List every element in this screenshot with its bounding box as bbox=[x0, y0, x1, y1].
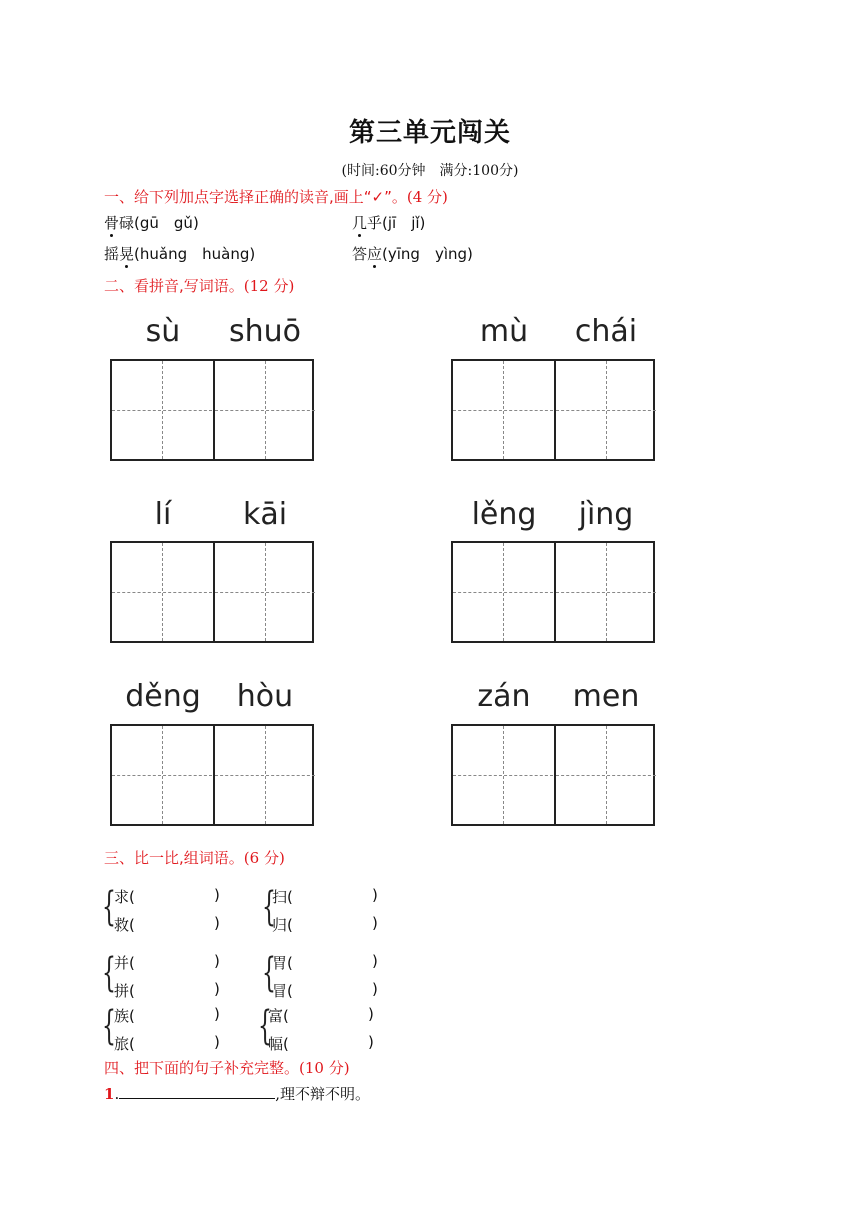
pinyin: lí bbox=[154, 497, 172, 532]
pinyin: hòu bbox=[236, 679, 294, 714]
word-pre: 摇 bbox=[104, 245, 120, 263]
answer-blank[interactable]: ) bbox=[214, 952, 220, 970]
writing-cell[interactable] bbox=[453, 361, 553, 459]
pinyin: men bbox=[572, 679, 640, 714]
dotted-char: 晃 bbox=[119, 245, 135, 263]
pinyin: lěng bbox=[471, 497, 537, 532]
brace-icon: { bbox=[102, 884, 116, 930]
section1-points: (4 分) bbox=[406, 188, 448, 206]
pair-char-top: 族( bbox=[114, 1007, 135, 1025]
compare-pair-6 bbox=[268, 1005, 378, 1055]
pair-char-top: 并( bbox=[114, 954, 135, 972]
writing-cell[interactable] bbox=[554, 361, 656, 459]
brace-icon: { bbox=[262, 884, 276, 930]
writing-cell[interactable] bbox=[453, 726, 553, 824]
section2-heading-text: 二、看拼音,写词语。 bbox=[104, 277, 244, 295]
pronunciation-item-1 bbox=[104, 212, 199, 233]
pair-char-bottom: 旅( bbox=[114, 1035, 135, 1053]
writing-cell[interactable] bbox=[112, 726, 212, 824]
pinyin-pair-5 bbox=[112, 679, 316, 719]
section1-heading bbox=[104, 186, 448, 207]
reading-options[interactable]: (gū gǔ) bbox=[134, 214, 199, 232]
answer-blank[interactable]: ) bbox=[372, 886, 378, 904]
section4-heading-text: 四、把下面的句子补充完整。 bbox=[104, 1059, 300, 1077]
compare-pair-4 bbox=[272, 952, 382, 1002]
writing-grid-4 bbox=[451, 541, 655, 643]
pinyin: děng bbox=[125, 679, 201, 714]
section3-heading-text: 三、比一比,组词语。 bbox=[104, 849, 244, 867]
dotted-char: 骨 bbox=[104, 214, 120, 232]
section1-heading-text: 一、给下列加点字选择正确的读音,画上“✓”。 bbox=[104, 188, 407, 206]
writing-cell[interactable] bbox=[453, 543, 553, 641]
pinyin: kāi bbox=[242, 497, 288, 532]
pinyin-pair-1 bbox=[112, 314, 316, 354]
section3-points: (6 分) bbox=[243, 849, 285, 867]
answer-blank[interactable]: ) bbox=[372, 914, 378, 932]
writing-cell[interactable] bbox=[213, 361, 315, 459]
pinyin: chái bbox=[574, 314, 638, 349]
brace-icon: { bbox=[102, 1003, 116, 1049]
section3-heading bbox=[104, 847, 285, 868]
writing-cell[interactable] bbox=[213, 543, 315, 641]
writing-grid-5 bbox=[110, 724, 314, 826]
pair-char-bottom: 救( bbox=[114, 916, 135, 934]
pinyin-pair-3 bbox=[112, 497, 316, 537]
writing-cell[interactable] bbox=[213, 726, 315, 824]
answer-blank[interactable]: ) bbox=[368, 1005, 374, 1023]
pinyin: jìng bbox=[578, 497, 634, 532]
pair-char-bottom: 幅( bbox=[268, 1035, 289, 1053]
answer-blank[interactable]: ) bbox=[214, 1005, 220, 1023]
section2-points: (12 分) bbox=[243, 277, 295, 295]
pair-char-bottom: 归( bbox=[272, 916, 293, 934]
pair-char-bottom: 冒( bbox=[272, 982, 293, 1000]
writing-cell[interactable] bbox=[112, 361, 212, 459]
writing-grid-2 bbox=[451, 359, 655, 461]
pinyin-pair-2 bbox=[453, 314, 657, 354]
answer-blank[interactable]: ) bbox=[214, 886, 220, 904]
page-title: 第三单元闯关 bbox=[348, 118, 511, 148]
brace-icon: { bbox=[262, 950, 276, 996]
writing-grid-3 bbox=[110, 541, 314, 643]
writing-grid-1 bbox=[110, 359, 314, 461]
question-1: 1. ,理不辩不明。 bbox=[104, 1085, 370, 1103]
section2-heading bbox=[104, 275, 294, 296]
writing-cell[interactable] bbox=[554, 543, 656, 641]
question-number: 1 bbox=[104, 1085, 115, 1103]
compare-pair-5 bbox=[114, 1005, 224, 1055]
answer-blank[interactable]: ) bbox=[214, 1033, 220, 1051]
pinyin: zán bbox=[477, 679, 531, 714]
writing-cell[interactable] bbox=[554, 726, 656, 824]
pinyin: mù bbox=[479, 314, 529, 349]
writing-grid-6 bbox=[451, 724, 655, 826]
pronunciation-item-4 bbox=[352, 243, 473, 264]
answer-blank[interactable]: ) bbox=[372, 952, 378, 970]
answer-blank[interactable]: ) bbox=[368, 1033, 374, 1051]
pinyin-pair-6 bbox=[453, 679, 657, 719]
writing-cell[interactable] bbox=[112, 543, 212, 641]
pinyin: shuō bbox=[228, 314, 301, 349]
word-rest: 乎 bbox=[367, 214, 383, 232]
answer-blank[interactable]: ) bbox=[372, 980, 378, 998]
pair-char-top: 胃( bbox=[272, 954, 293, 972]
compare-pair-2 bbox=[272, 886, 382, 936]
pronunciation-item-3 bbox=[104, 243, 255, 264]
pair-char-top: 富( bbox=[268, 1007, 289, 1025]
answer-blank[interactable]: ) bbox=[214, 980, 220, 998]
section4-heading bbox=[104, 1057, 350, 1078]
pair-char-top: 求( bbox=[114, 888, 135, 906]
fill-in-blank[interactable] bbox=[119, 1084, 275, 1099]
reading-options[interactable]: (yīng yìng) bbox=[382, 245, 473, 263]
answer-blank[interactable]: ) bbox=[214, 914, 220, 932]
reading-options[interactable]: (huǎng huàng) bbox=[134, 245, 256, 263]
word-pre: 答 bbox=[352, 245, 368, 263]
section4-points: (10 分) bbox=[299, 1059, 350, 1077]
pronunciation-item-2 bbox=[352, 212, 425, 233]
pinyin: sù bbox=[145, 314, 181, 349]
pair-char-top: 扫( bbox=[272, 888, 293, 906]
dotted-char: 应 bbox=[367, 245, 383, 263]
exam-info: (时间:60分钟 满分:100分) bbox=[341, 163, 519, 179]
word-rest: 碌 bbox=[119, 214, 135, 232]
pair-char-bottom: 拼( bbox=[114, 982, 135, 1000]
question-text: ,理不辩不明。 bbox=[275, 1085, 370, 1103]
compare-pair-3 bbox=[114, 952, 224, 1002]
dotted-char: 几 bbox=[352, 214, 368, 232]
brace-icon: { bbox=[102, 950, 116, 996]
compare-pair-1 bbox=[114, 886, 224, 936]
pinyin-pair-4 bbox=[453, 497, 657, 537]
brace-icon: { bbox=[258, 1003, 272, 1049]
reading-options[interactable]: (jī jǐ) bbox=[382, 214, 426, 232]
